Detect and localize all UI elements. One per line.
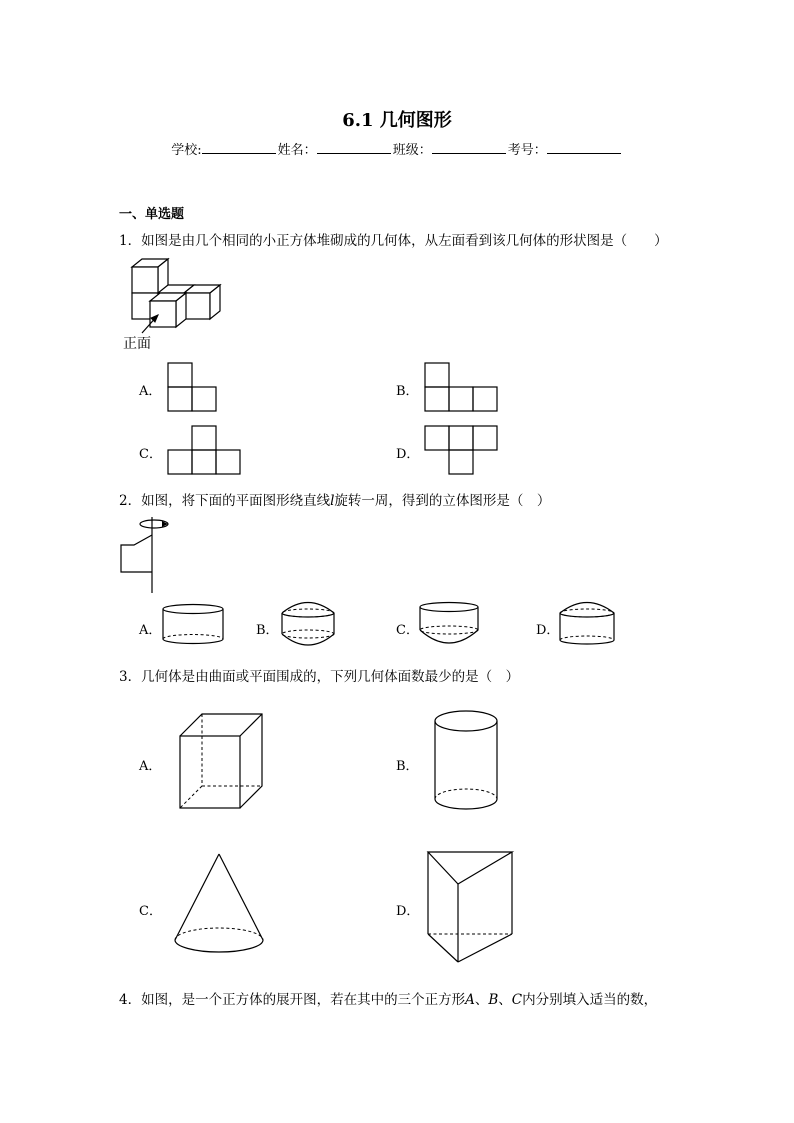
question-3-text: 3．几何体是由曲面或平面围成的，下列几何体面数最少的是（ ） bbox=[119, 669, 520, 685]
q2-option-c-label[interactable]: C． bbox=[396, 623, 419, 638]
q4-var-b: B bbox=[488, 992, 499, 1008]
q1-option-b-label[interactable]: B． bbox=[396, 384, 419, 399]
q3-option-b-cylinder[interactable] bbox=[433, 709, 501, 815]
q3-option-a-cube[interactable] bbox=[178, 712, 266, 812]
section-heading: 一、单选题 bbox=[119, 207, 185, 222]
q2-line-variable: l bbox=[330, 493, 335, 509]
page-title: 6.1 几何图形 bbox=[342, 110, 452, 131]
q1-option-b-figure[interactable] bbox=[424, 362, 499, 412]
q3-option-d-prism[interactable] bbox=[426, 850, 516, 964]
question-1-text: 1．如图是由几个相同的小正方体堆砌成的几何体，从左面看到该几何体的形状图是（ ） bbox=[119, 233, 668, 249]
q3-option-c-label[interactable]: C． bbox=[139, 904, 162, 919]
q2-option-d-figure[interactable] bbox=[558, 598, 616, 648]
q3-option-d-label[interactable]: D． bbox=[396, 904, 420, 919]
q4-text-before: 4．如图，是一个正方体的展开图，若在其中的三个正方形 bbox=[119, 992, 466, 1008]
school-blank bbox=[202, 141, 276, 154]
school-label: 学校: bbox=[171, 143, 202, 158]
q3-option-c-cone[interactable] bbox=[173, 852, 267, 960]
class-blank bbox=[432, 141, 506, 154]
name-label: 姓名： bbox=[277, 143, 317, 158]
q2-option-a-label[interactable]: A． bbox=[139, 623, 162, 638]
q3-option-b-label[interactable]: B． bbox=[396, 759, 419, 774]
q2-option-b-label[interactable]: B． bbox=[256, 623, 279, 638]
q2-option-c-figure[interactable] bbox=[418, 600, 480, 648]
q2-option-a-figure[interactable] bbox=[161, 603, 227, 647]
q2-option-b-figure[interactable] bbox=[280, 598, 336, 650]
q1-option-c-figure[interactable] bbox=[167, 425, 242, 475]
exam-no-label: 考号： bbox=[507, 143, 547, 158]
q1-option-a-label[interactable]: A． bbox=[139, 384, 162, 399]
q2-option-d-label[interactable]: D． bbox=[536, 623, 560, 638]
name-blank bbox=[317, 141, 391, 154]
q1-option-d-figure[interactable] bbox=[424, 425, 499, 475]
q2-text-after: 旋转一周，得到的立体图形是（ ） bbox=[334, 493, 551, 509]
q4-var-a: A bbox=[465, 992, 475, 1008]
q4-sep-1: 、 bbox=[474, 992, 489, 1008]
q1-option-d-label[interactable]: D． bbox=[396, 447, 420, 462]
class-label: 班级： bbox=[392, 143, 432, 158]
q1-option-c-label[interactable]: C． bbox=[139, 447, 162, 462]
question-2-text bbox=[119, 489, 550, 509]
q4-sep-2: 、 bbox=[498, 992, 512, 1008]
q2-text-before: 2．如图，将下面的平面图形绕直线 bbox=[119, 493, 331, 509]
q1-option-a-figure[interactable] bbox=[167, 362, 217, 412]
q2-rotation-figure bbox=[118, 515, 178, 595]
q4-var-c: C bbox=[511, 992, 523, 1008]
exam-no-blank bbox=[547, 141, 621, 154]
question-4-text bbox=[119, 988, 657, 1008]
q3-option-a-label[interactable]: A． bbox=[139, 759, 162, 774]
q4-text-after: 内分别填入适当的数， bbox=[522, 992, 658, 1008]
student-info-line bbox=[0, 139, 794, 158]
front-label: 正面 bbox=[123, 336, 151, 352]
